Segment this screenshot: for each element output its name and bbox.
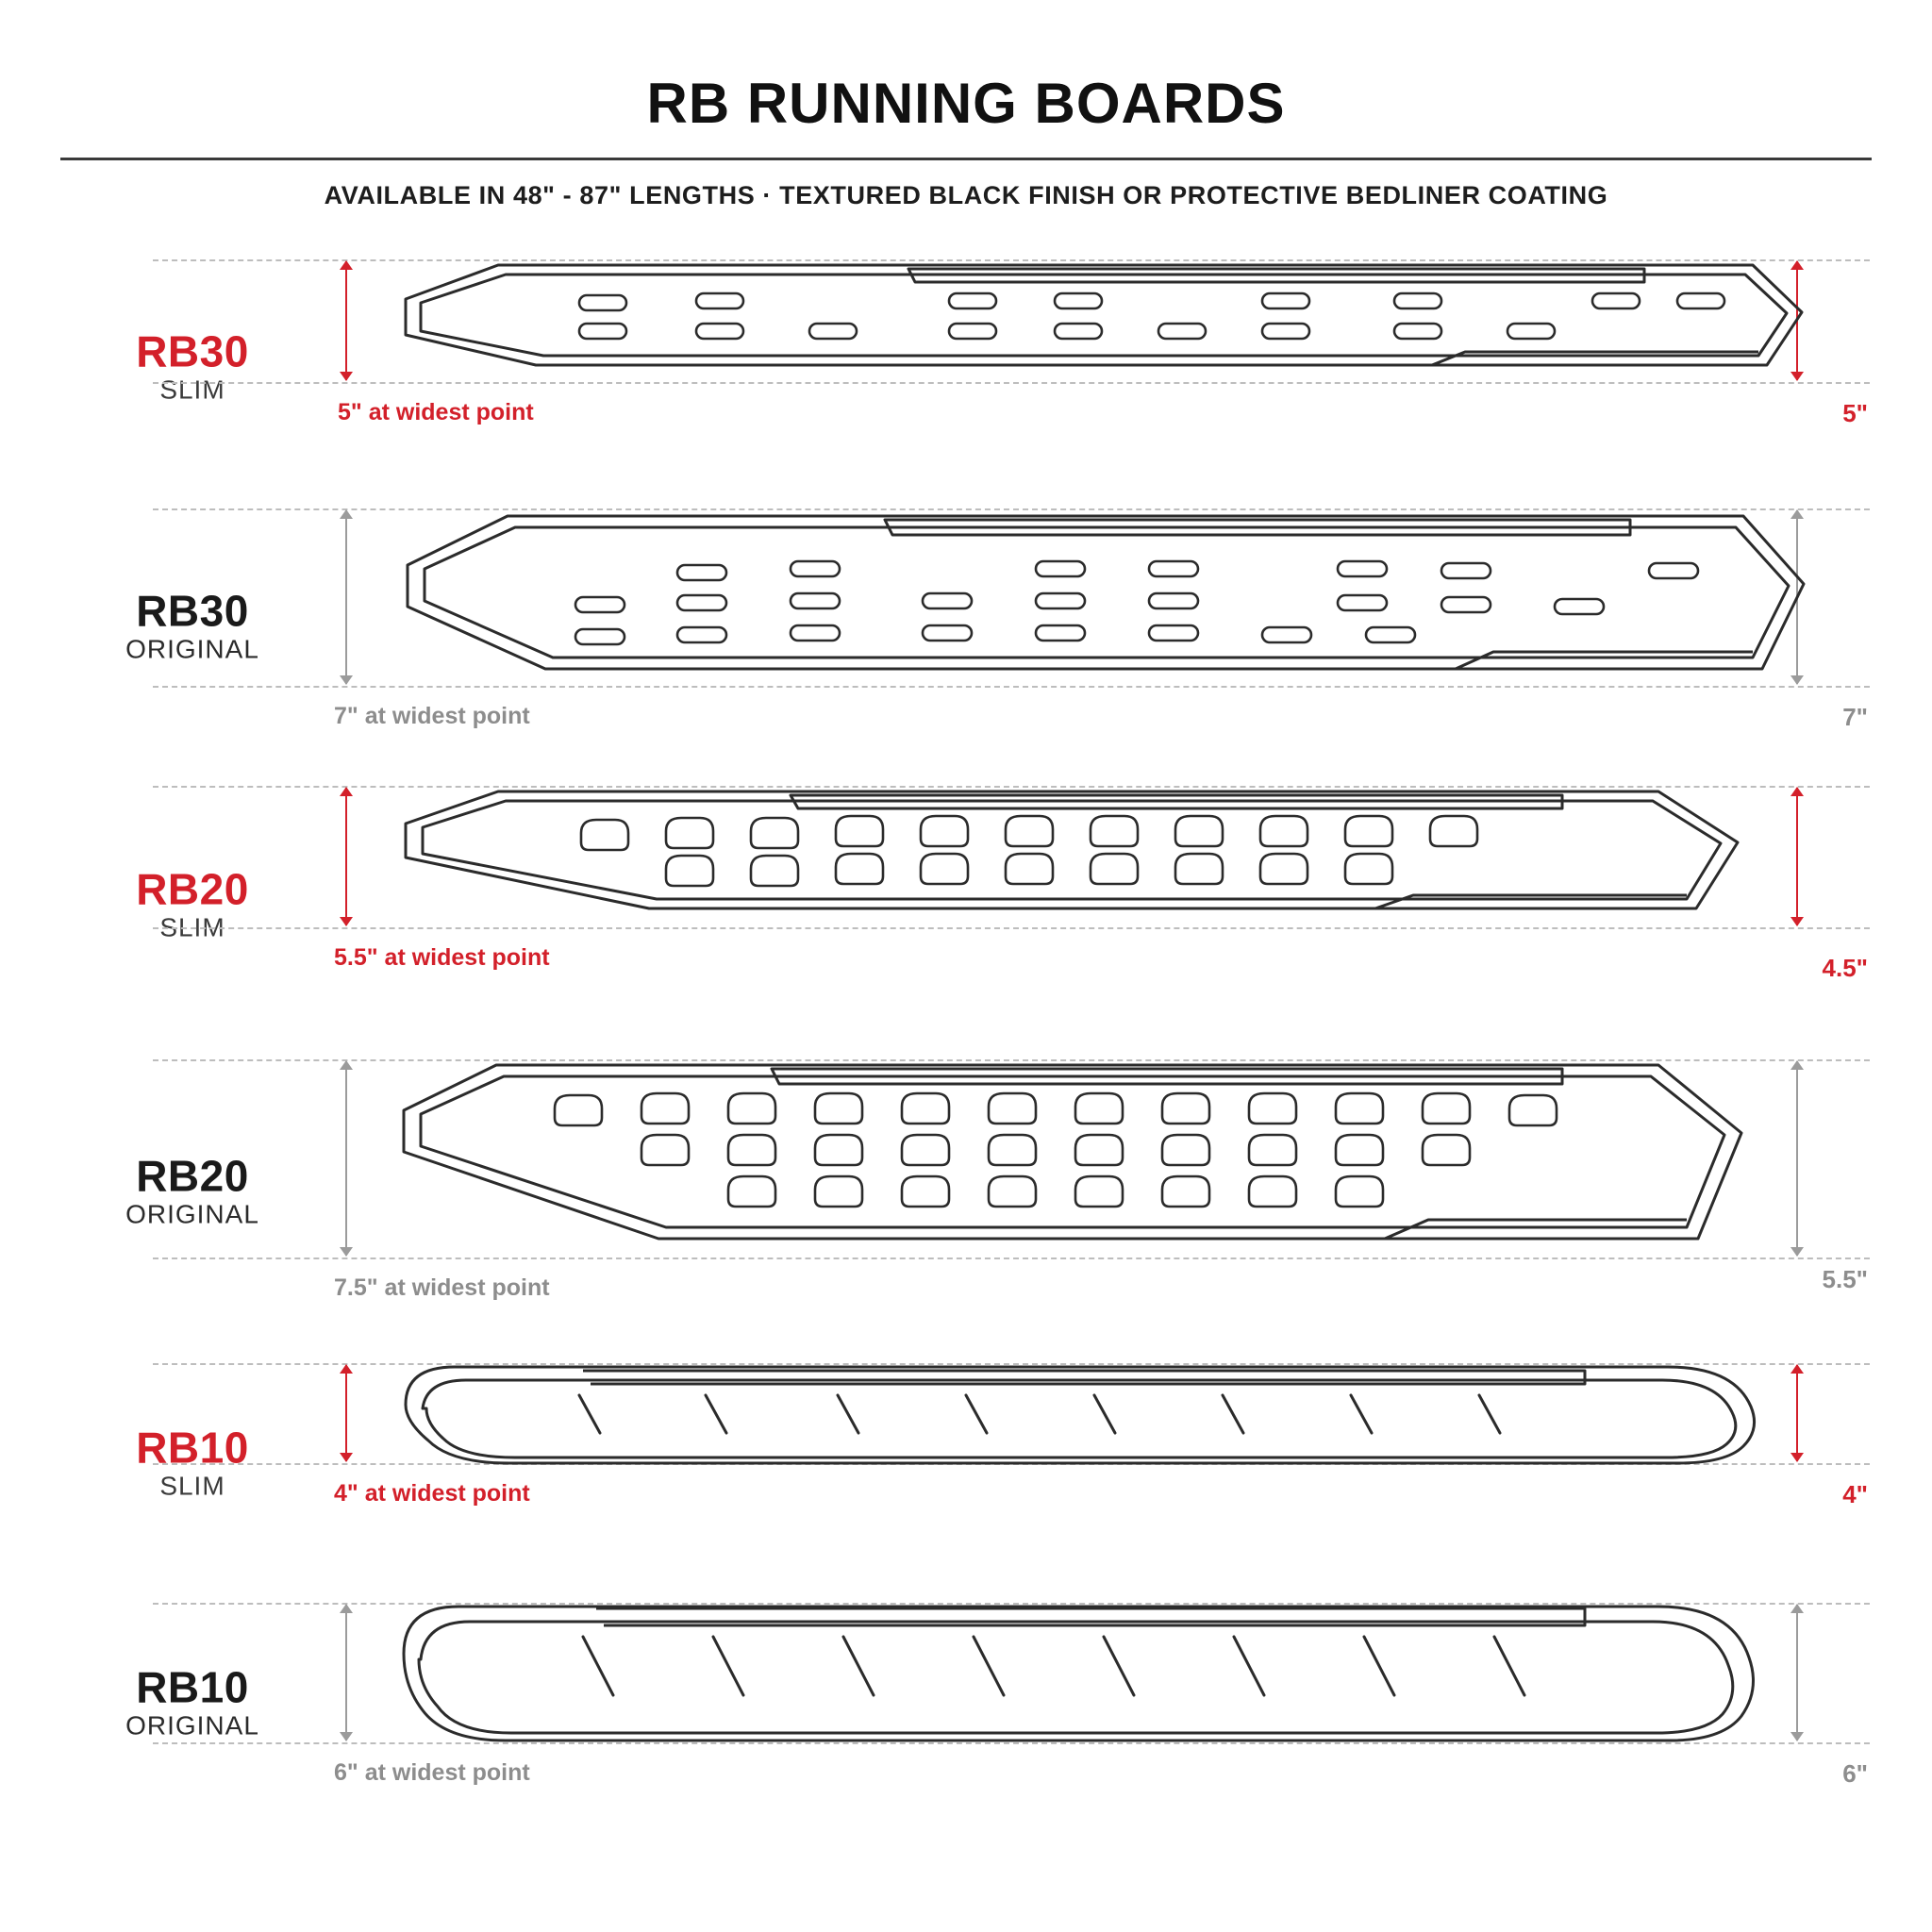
variant-name: ORIGINAL: [125, 1710, 259, 1740]
board-illustration-rb10-original: [394, 1595, 1809, 1760]
product-row-rb10-slim: [55, 1342, 1877, 1586]
height-arrow: [345, 1365, 347, 1461]
variant-name: ORIGINAL: [125, 1199, 259, 1229]
row-label-rb10-original: [98, 1662, 287, 1742]
row-label-rb30-slim: [98, 326, 287, 407]
product-row-rb30-slim: [55, 250, 1877, 486]
product-row-rb30-original: [55, 486, 1877, 769]
height-value: 6": [1842, 1759, 1868, 1788]
product-row-rb20-slim: [55, 769, 1877, 1042]
row-label-rb30-original: [98, 586, 287, 666]
height-arrow: [345, 788, 347, 925]
board-illustration-rb10-slim: [394, 1356, 1809, 1478]
model-name: RB30: [136, 326, 249, 376]
height-value: 5": [1842, 399, 1868, 427]
page-title: RB RUNNING BOARDS: [646, 72, 1286, 135]
variant-name: SLIM: [159, 375, 225, 405]
width-caption: 6" at widest point: [334, 1759, 530, 1786]
width-caption: 4" at widest point: [334, 1480, 530, 1507]
width-caption: 7.5" at widest point: [334, 1274, 550, 1301]
row-label-rb20-original: [98, 1151, 287, 1231]
board-illustration-rb30-slim: [394, 254, 1809, 395]
board-illustration-rb30-original: [394, 503, 1809, 691]
height-value: 7": [1842, 703, 1868, 731]
height-arrow: [345, 1061, 347, 1256]
height-arrow: [345, 1605, 347, 1740]
variant-name: ORIGINAL: [125, 634, 259, 664]
width-caption: 5" at widest point: [338, 399, 534, 425]
model-name: RB10: [136, 1423, 249, 1473]
height-value: 5.5": [1822, 1265, 1868, 1293]
variant-name: SLIM: [159, 1471, 225, 1501]
model-name: RB20: [136, 1151, 249, 1201]
model-name: RB20: [136, 864, 249, 914]
product-rows: [55, 250, 1877, 1822]
width-caption: 5.5" at widest point: [334, 944, 550, 971]
height-arrow: [345, 510, 347, 684]
width-caption: 7" at widest point: [334, 703, 530, 729]
model-name: RB10: [136, 1662, 249, 1712]
variant-name: SLIM: [159, 912, 225, 942]
board-illustration-rb20-original: [394, 1054, 1809, 1271]
product-row-rb20-original: [55, 1042, 1877, 1342]
model-name: RB30: [136, 586, 249, 636]
height-value: 4": [1842, 1480, 1868, 1508]
height-arrow: [345, 261, 347, 380]
board-illustration-rb20-slim: [394, 780, 1809, 941]
page-subtitle: AVAILABLE IN 48" - 87" LENGTHS · TEXTURED BLACK FINISH OR PROTECTIVE BEDLINER COATING: [324, 181, 1608, 209]
height-value: 4.5": [1822, 954, 1868, 982]
row-label-rb20-slim: [98, 864, 287, 944]
product-row-rb10-original: [55, 1586, 1877, 1822]
